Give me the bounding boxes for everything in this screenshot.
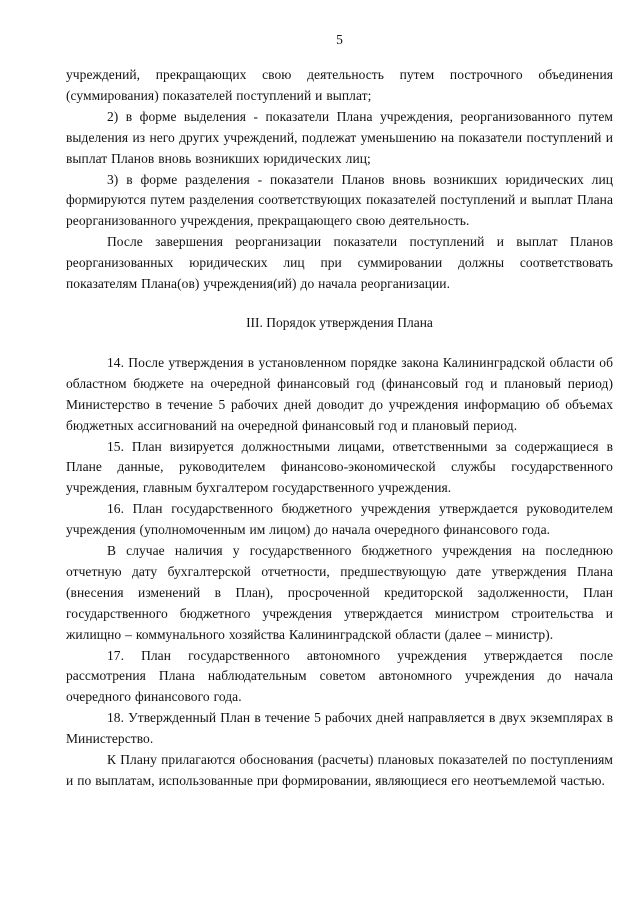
paragraph-16: 16. План государственного бюджетного учреждения утверждается руководителем учреждения (уполномоченным им лицом) до начала очередного финансового года. bbox=[66, 501, 613, 538]
paragraph-18: 18. Утвержденный План в течение 5 рабочих дней направляется в двух экземплярах в Министерство. bbox=[66, 710, 613, 747]
paragraph-17: 17. План государственного автономного учреждения утверждается после рассмотрения Плана наблюдательным советом автономного учреждения до начала очередного финансового года. bbox=[66, 647, 613, 705]
paragraph-15: 15. План визируется должностными лицами, ответственными за содержащиеся в Плане данные, руководителем финансово-экономической службы государственного учреждения, главным бухгалтером государственного учреждения. bbox=[66, 438, 613, 496]
paragraph-14: 14. После утверждения в установленном порядке закона Калининградской области об областном бюджете на очередной финансовый год (финансовый год и плановый период) Министерство в течение 5 рабочих дней доводит до учреждения информацию об объемах бюджетных ассигнований на очередной финансовый год и плановый период. bbox=[66, 354, 613, 433]
section-title: III. Порядок утверждения Плана bbox=[246, 314, 433, 330]
paragraph-item-3: 3) в форме разделения - показатели Планов вновь возникших юридических лиц формируются путем разделения соответствующих показателей поступлений и выплат Плана реорганизованного учреждения, прекращающего свою деятельность. bbox=[66, 171, 613, 229]
paragraph-item-2: 2) в форме выделения - показатели Плана учреждения, реорганизованного путем выделения из него других учреждений, подлежат уменьшению на показатели поступлений и выплат Планов вновь возникших юридических лиц; bbox=[66, 108, 613, 166]
paragraph-continuation: учреждений, прекращающих свою деятельность путем построчного объединения (суммирования) показателей поступлений и выплат; bbox=[66, 67, 613, 103]
page-number: 5 bbox=[336, 32, 343, 47]
paragraph-16-overdue: В случае наличия у государственного бюджетного учреждения на последнюю отчетную дату бухгалтерской отчетности, предшествующую дате утверждения Плана (внесения изменений в План), просроченной кредиторской задолженности, План государственного бюджетного учреждения утверждается министром строительства и жилищно – коммунального хозяйства Калининградской области (далее – министр). bbox=[66, 543, 613, 642]
paragraph-after-reorganization: После завершения реорганизации показатели поступлений и выплат Планов реорганизованных юридических лиц при суммировании должны соответствовать показателям Плана(ов) учреждения(ий) до начала реорганизации. bbox=[66, 234, 613, 292]
document-page bbox=[66, 31, 613, 792]
paragraph-attachments: К Плану прилагаются обоснования (расчеты) плановых показателей по поступлениям и по выплатам, использованные при формировании, являющиеся его неотъемлемой частью. bbox=[66, 752, 613, 788]
